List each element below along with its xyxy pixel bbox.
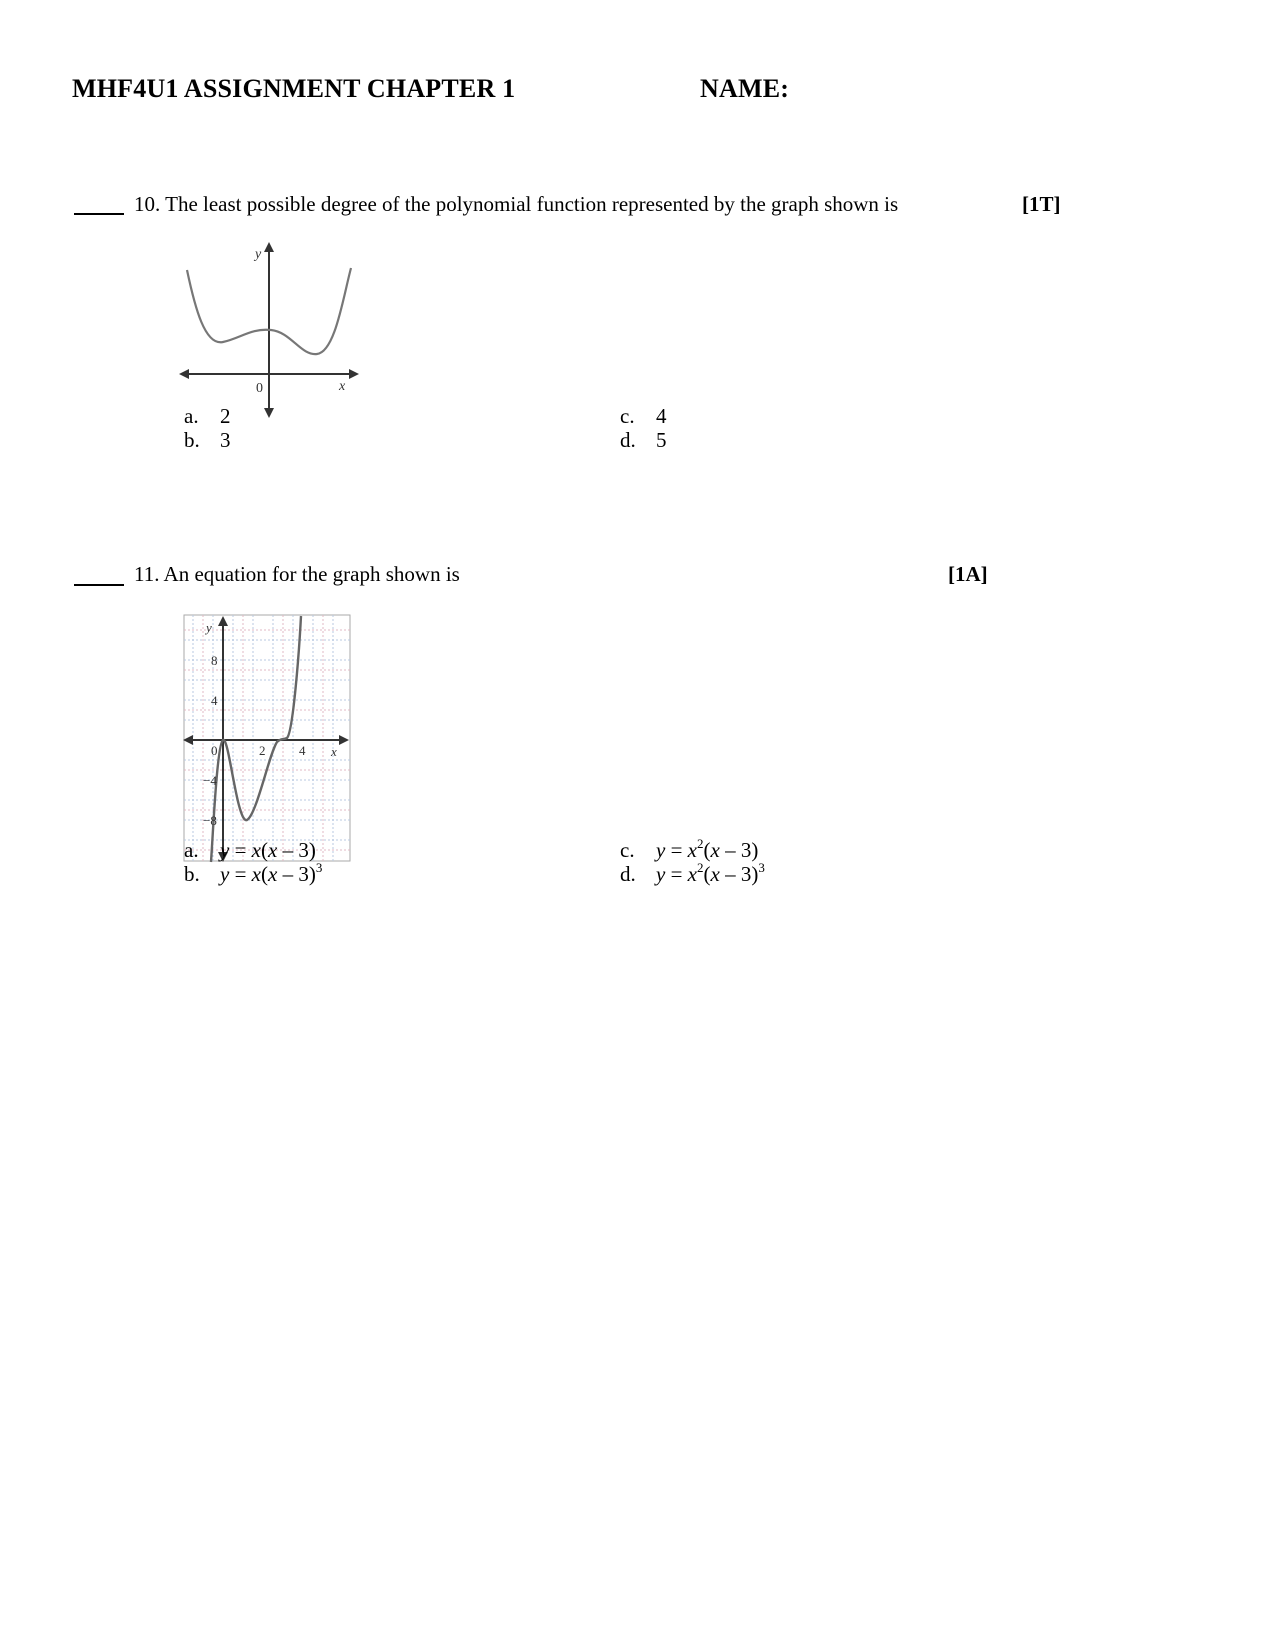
x-axis-arrow-right [349, 369, 359, 379]
x-tick-label: 2 [259, 743, 266, 758]
question-11-text: 11. An equation for the graph shown is [134, 562, 460, 586]
eq-x: x [251, 862, 261, 886]
eq-y: y [656, 838, 666, 862]
option-letter: b. [184, 862, 200, 886]
option-q10-b [184, 428, 231, 453]
question-10-mark: [1T] [1022, 192, 1061, 216]
option-letter: c. [620, 404, 635, 428]
y-axis-label: y [255, 247, 262, 262]
option-text: 2 [220, 404, 231, 428]
y-axis-arrow-down [264, 408, 274, 418]
option-text: 3 [220, 428, 231, 452]
option-letter: d. [620, 428, 636, 452]
eq-rest: – 3) [277, 838, 316, 862]
eq-x: x [251, 838, 261, 862]
eq-x: x [687, 838, 697, 862]
y-tick-label: 4 [211, 693, 218, 708]
y-tick-label: 8 [211, 653, 218, 668]
name-label: NAME: [700, 74, 790, 103]
y-tick-label: −4 [203, 773, 217, 788]
option-letter: b. [184, 428, 200, 452]
question-11-mark: [1A] [948, 562, 988, 586]
option-letter: c. [620, 838, 635, 862]
eq-rest: – 3) [719, 862, 759, 886]
x-axis-label: x [339, 379, 346, 394]
option-text: 5 [656, 428, 667, 452]
eq-x: x [268, 862, 278, 886]
x-axis-label: x [331, 744, 337, 759]
option-letter: a. [184, 404, 199, 428]
option-q11-d [620, 862, 765, 887]
eq-y: y [220, 862, 230, 886]
eq-paren: ( [261, 862, 268, 886]
origin-label: 0 [256, 381, 263, 396]
option-q10-d [620, 428, 667, 453]
eq-x: x [268, 838, 278, 862]
option-q10-a [184, 404, 231, 429]
eq-y: y [220, 838, 230, 862]
eq-exponent: 3 [315, 860, 323, 875]
eq-sign: = [665, 838, 688, 862]
origin-label: 0 [211, 743, 218, 758]
option-q10-c [620, 404, 667, 429]
eq-rest: – 3) [719, 838, 759, 862]
option-q11-c [620, 838, 758, 863]
x-tick-label: 4 [299, 743, 306, 758]
y-tick-label: −8 [203, 813, 217, 828]
eq-rest: – 3) [277, 862, 316, 886]
eq-sign: = [229, 838, 252, 862]
option-letter: a. [184, 838, 199, 862]
eq-x: x [710, 838, 720, 862]
eq-x-exponent: 2 [697, 860, 704, 875]
answer-blank-q11[interactable] [74, 584, 124, 586]
option-text: 4 [656, 404, 667, 428]
question-11-graph [183, 614, 353, 864]
option-q11-a [184, 838, 316, 863]
question-10-graph [175, 238, 375, 418]
question-10-text: 10. The least possible degree of the polynomial function represented by the graph shown is [134, 192, 899, 216]
eq-sign: = [229, 862, 252, 886]
eq-paren: ( [703, 862, 711, 886]
eq-x-exponent: 2 [697, 836, 704, 851]
eq-x: x [687, 862, 697, 886]
eq-paren: ( [703, 838, 711, 862]
answer-blank-q10[interactable] [74, 213, 124, 215]
eq-exponent: 3 [758, 860, 765, 875]
eq-paren: ( [261, 838, 268, 862]
x-axis-arrow-left [179, 369, 189, 379]
eq-x: x [710, 862, 720, 886]
option-letter: d. [620, 862, 636, 886]
y-axis-arrow-up [264, 242, 274, 252]
eq-y: y [656, 862, 666, 886]
eq-sign: = [665, 862, 688, 886]
option-q11-b [184, 862, 322, 887]
page-title: MHF4U1 ASSIGNMENT CHAPTER 1 [72, 74, 516, 103]
y-axis-label: y [206, 620, 212, 635]
